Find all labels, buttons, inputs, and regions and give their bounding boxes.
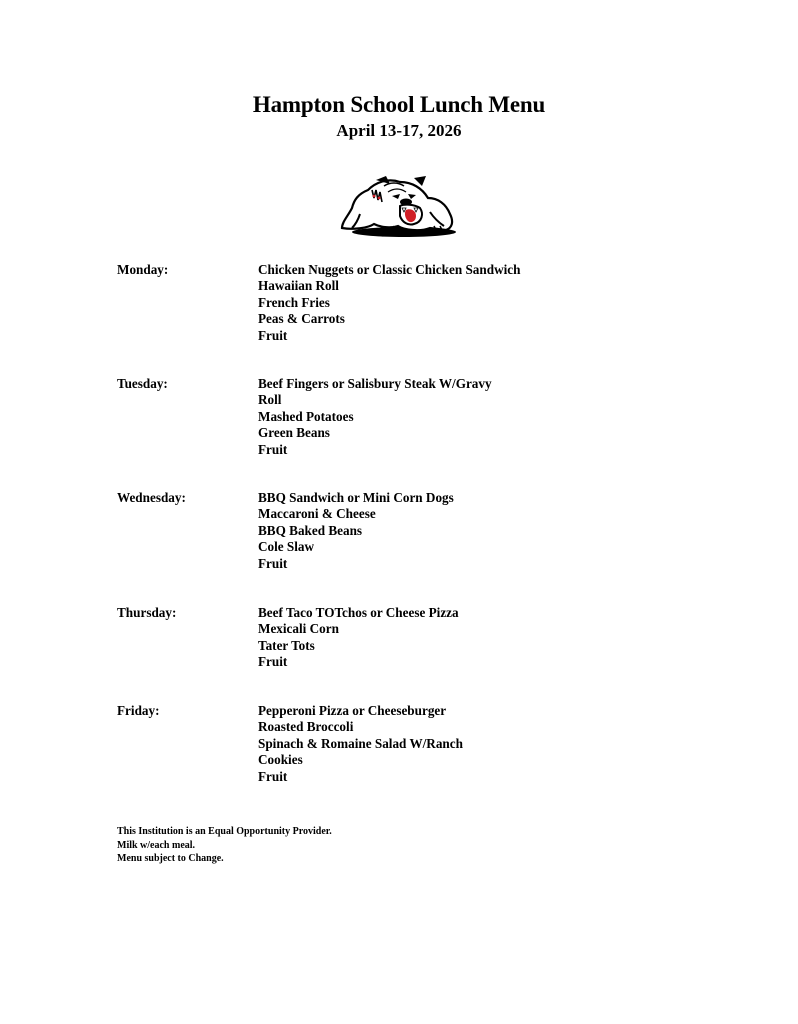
menu-item: Fruit bbox=[258, 441, 288, 457]
menu-item: Fruit bbox=[258, 327, 288, 343]
menu-item: BBQ Baked Beans bbox=[258, 522, 363, 538]
day-label-monday: Monday: bbox=[117, 262, 169, 277]
menu-items-wednesday bbox=[258, 490, 454, 572]
change-note: Menu subject to Change. bbox=[117, 853, 224, 864]
milk-note: Milk w/each meal. bbox=[117, 839, 196, 851]
menu-item: Maccaroni & Cheese bbox=[258, 506, 376, 522]
page-title: Hampton School Lunch Menu bbox=[252, 92, 546, 117]
menu-item: BBQ Sandwich or Mini Corn Dogs bbox=[258, 490, 454, 505]
menu-item: Mexicali Corn bbox=[258, 621, 339, 637]
menu-item: Peas & Carrots bbox=[258, 311, 345, 327]
menu-item: Pepperoni Pizza or Cheeseburger bbox=[258, 703, 447, 718]
menu-item: Fruit bbox=[258, 555, 288, 571]
menu-item: Cole Slaw bbox=[258, 539, 315, 555]
equal-opportunity-note: This Institution is an Equal Opportunity Provider. bbox=[117, 826, 332, 837]
menu-item: Roasted Broccoli bbox=[258, 719, 354, 735]
menu-item: Roll bbox=[258, 392, 282, 408]
menu-items-tuesday bbox=[258, 376, 492, 458]
menu-item: Fruit bbox=[258, 654, 288, 670]
menu-items-thursday bbox=[258, 605, 459, 671]
menu-item: Cookies bbox=[258, 752, 303, 768]
menu-item: Tater Tots bbox=[258, 637, 315, 653]
menu-item: Beef Taco TOTchos or Cheese Pizza bbox=[258, 605, 459, 620]
menu-item: Hawaiian Roll bbox=[258, 278, 339, 294]
menu-items-monday bbox=[258, 262, 520, 344]
date-range: April 13-17, 2026 bbox=[336, 121, 462, 140]
menu-item: Green Beans bbox=[258, 425, 330, 441]
menu-item: Chicken Nuggets or Classic Chicken Sandwich bbox=[258, 262, 521, 277]
day-label-tuesday: Tuesday: bbox=[117, 376, 168, 391]
day-label-wednesday: Wednesday: bbox=[117, 490, 186, 505]
footer-notes bbox=[117, 825, 332, 866]
day-label-thursday: Thursday: bbox=[117, 605, 177, 620]
menu-item: Spinach & Romaine Salad W/Ranch bbox=[258, 735, 463, 751]
menu-item: Beef Fingers or Salisbury Steak W/Gravy bbox=[258, 376, 492, 391]
day-label-friday: Friday: bbox=[117, 703, 160, 718]
menu-items-friday bbox=[258, 703, 463, 785]
menu-item: Fruit bbox=[258, 768, 288, 784]
menu-item: Mashed Potatoes bbox=[258, 408, 354, 424]
bulldog-mascot-icon bbox=[334, 168, 462, 238]
menu-item: French Fries bbox=[258, 294, 330, 310]
